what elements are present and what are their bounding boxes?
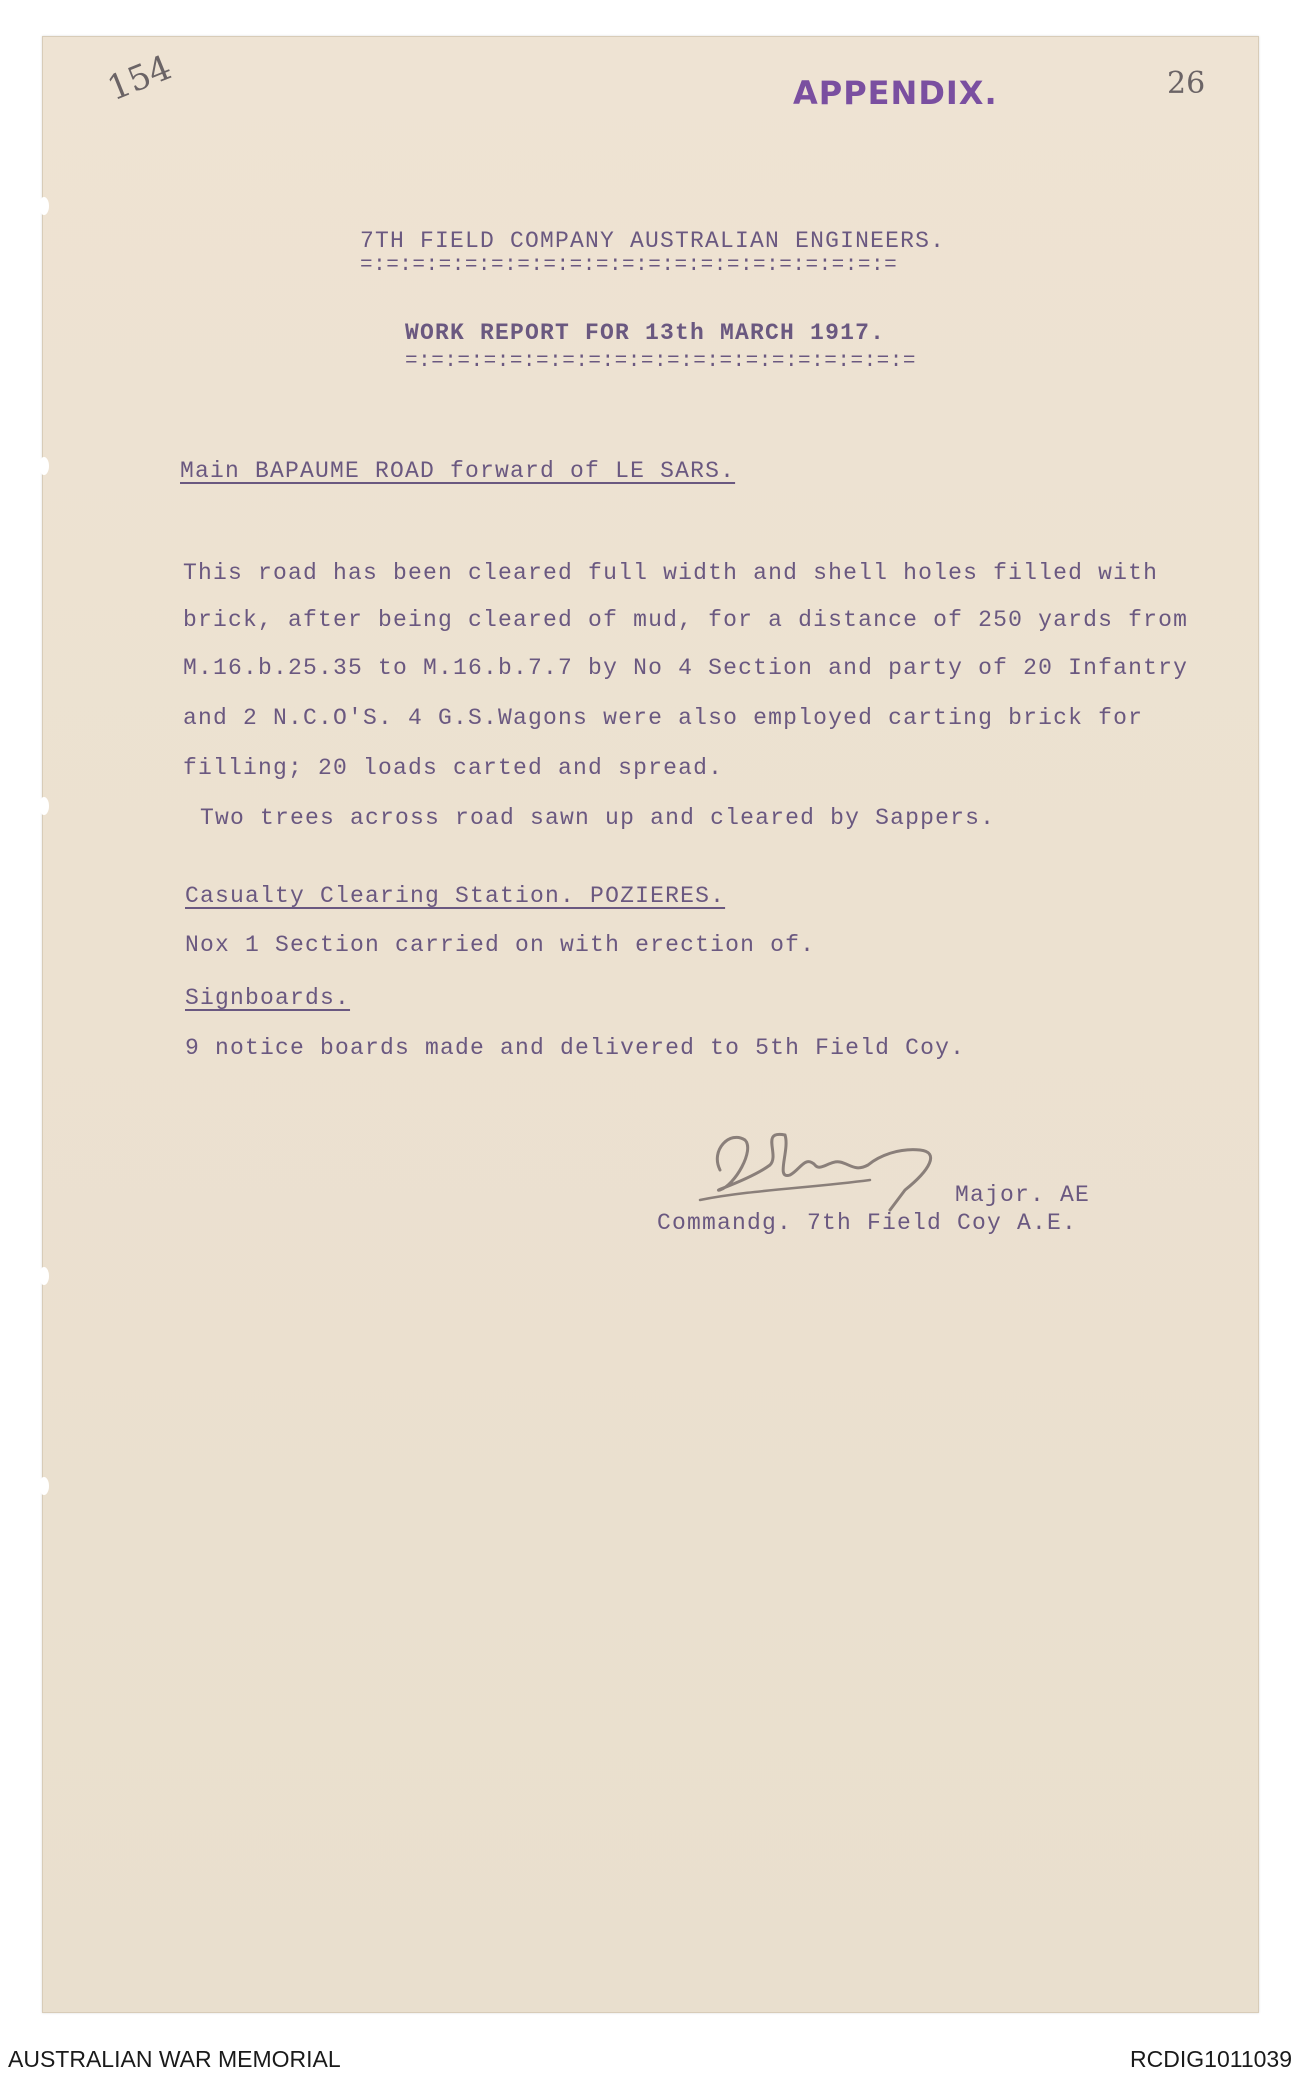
signboards-line: 9 notice boards made and delivered to 5th Field Coy. xyxy=(185,1035,966,1061)
ccs-line: Nox 1 Section carried on with erection of. xyxy=(185,932,816,958)
report-title: WORK REPORT FOR 13th MARCH 1917. xyxy=(405,320,886,346)
unit-title: 7TH FIELD COMPANY AUSTRALIAN ENGINEERS. xyxy=(360,228,946,254)
road-line-5: filling; 20 loads carted and spread. xyxy=(183,755,724,781)
edge-tear xyxy=(39,797,49,815)
road-line-3: M.16.b.25.35 to M.16.b.7.7 by No 4 Section and party of 20 Infantry xyxy=(183,655,1189,681)
page-number: 154 xyxy=(102,47,178,110)
road-line-4: and 2 N.C.O'S. 4 G.S.Wagons were also employed carting brick for xyxy=(183,705,1144,731)
road-line-1: This road has been cleared full width and shell holes filled with xyxy=(183,560,1159,586)
edge-tear xyxy=(39,1267,49,1285)
road-heading: Main BAPAUME ROAD forward of LE SARS. xyxy=(180,458,736,484)
appendix-stamp: APPENDIX. xyxy=(793,74,998,112)
road-extra-line: Two trees across road sawn up and cleared by Sappers. xyxy=(200,805,996,831)
folio-number: 26 xyxy=(1167,66,1206,101)
road-line-2: brick, after being cleared of mud, for a distance of 250 yards from xyxy=(183,607,1189,633)
signboards-heading: Signboards. xyxy=(185,985,351,1011)
report-divider: =:=:=:=:=:=:=:=:=:=:=:=:=:=:=:=:=:=:=:= xyxy=(405,350,916,373)
signature-scrawl xyxy=(690,1110,970,1220)
edge-tear xyxy=(39,197,49,215)
ccs-heading: Casualty Clearing Station. POZIERES. xyxy=(185,883,726,909)
title-divider: =:=:=:=:=:=:=:=:=:=:=:=:=:=:=:=:=:=:=:=:= xyxy=(360,254,898,277)
signature-command: Commandg. 7th Field Coy A.E. xyxy=(657,1210,1078,1236)
edge-tear xyxy=(39,457,49,475)
footer-source: AUSTRALIAN WAR MEMORIAL xyxy=(8,2046,341,2072)
signature-rank: Major. AE xyxy=(955,1182,1091,1208)
edge-tear xyxy=(39,1477,49,1495)
footer-id: RCDIG1011039 xyxy=(1130,2046,1292,2072)
